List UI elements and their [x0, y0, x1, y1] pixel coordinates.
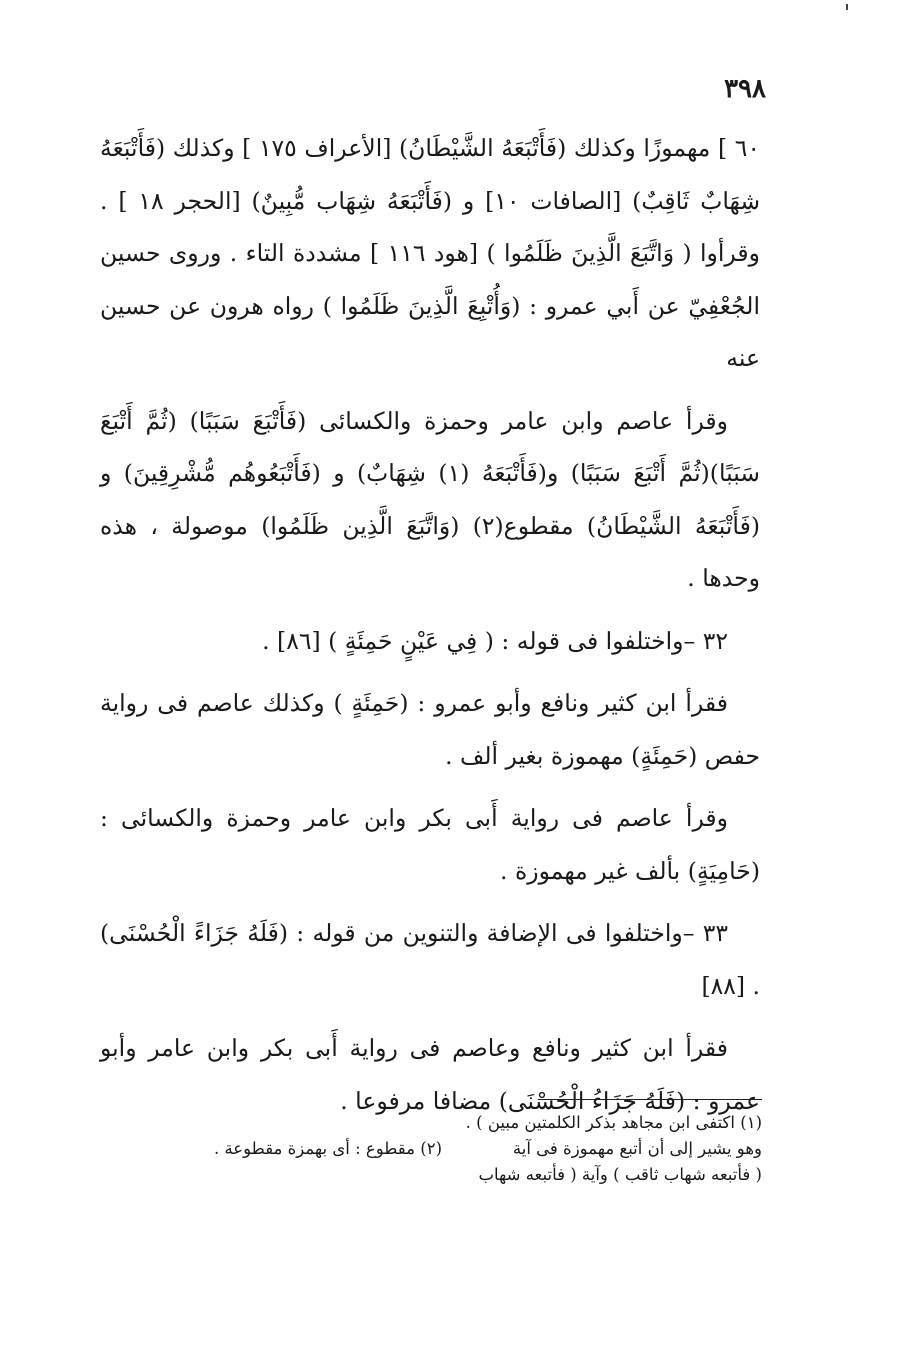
paragraph-heading-33: ٣٣ –واختلفوا فى الإضافة والتنوين من قوله : (فَلَهُ جَزَاءً الْحُسْنَى) . [٨٨]	[100, 919, 760, 1000]
footnote-1	[452, 1110, 762, 1188]
paragraph-jazaa: فقرأ ابن كثير ونافع وعاصم فى رواية أَبى بكر وابن عامر وأبو عمرو : (فَلَهُ جَزَاءُ الْحُسْنَى) مضافا مرفوعا .	[100, 1034, 760, 1115]
footnote-1-line-1: (١) اكتفى ابن مجاهد بذكر الكلمتين مبين ) .	[465, 1113, 762, 1132]
page-number: ٣٩٨	[724, 74, 766, 104]
paragraph-heading-32: ٣٢ –واختلفوا فى قوله : ( فِي عَيْنٍ حَمِئَةٍ ) [٨٦] .	[262, 626, 728, 655]
footnote-1-line-2: وهو يشير إلى أن أتبع مهموزة فى آية	[512, 1139, 762, 1158]
main-text	[100, 122, 760, 1127]
footnotes	[100, 1110, 762, 1220]
paragraph-qiraat-itbaa: وقرأ عاصم وابن عامر وحمزة والكسائى (فَأَتْبَعَ سَبَبًا) (ثُمَّ أَتْبَعَ سَبَبًا)(ثُمَّ أَتْبَعَ سَبَبًا) و(فَأَتْبَعَهُ (١) شِهَابٌ) و (فَأَتْبَعُوهُم مُّشْرِقِينَ) و (فَأَتْبَعَهُ الشَّيْطَانُ) مقطوع(٢) (وَاتَّبَعَ الَّذِين ظَلَمُوا) موصولة ، هذه وحدها .	[100, 406, 760, 592]
paragraph-hamia-hamza: فقرأ ابن كثير ونافع وأبو عمرو : (حَمِئَةٍ ) وكذلك عاصم فى رواية حفص (حَمِئَةٍ) مهموزة بغير ألف .	[100, 689, 760, 770]
footnote-separator	[538, 1099, 762, 1100]
paragraph-continuation: ٦٠ ] مهموزًا وكذلك (فَأَتْبَعَهُ الشَّيْطَانُ) [الأعراف ١٧٥ ] وكذلك (فَأَتْبَعَهُ شِهَابٌ ثَاقِبٌ) [الصافات ١٠] و (فَأَتْبَعَهُ شِهَاب مُّبِينٌ) [الحجر ١٨ ] . وقرأوا ( وَاتَّبَعَ الَّذِينَ ظَلَمُوا ) [هود ١١٦ ] مشددة التاء . وروى حسين الجُعْفِيّ عن أَبي عمرو : (وَأُتْبِعَ الَّذِينَ ظَلَمُوا ) رواه هرون عن حسين عنه	[100, 134, 761, 372]
paragraph-hamia-alif: وقرأ عاصم فى رواية أَبى بكر وابن عامر وحمزة والكسائى : (حَامِيَةٍ) بألف غير مهموزة .	[100, 804, 760, 885]
footnote-2: (٢) مقطوع : أى بهمزة مقطوعة .	[213, 1139, 442, 1158]
footnote-2-column	[112, 1110, 442, 1162]
margin-mark	[846, 4, 848, 10]
footnote-1-line-3: ( فأتبعه شهاب ثاقب ) وآية ( فأتبعه شهاب	[478, 1165, 762, 1184]
